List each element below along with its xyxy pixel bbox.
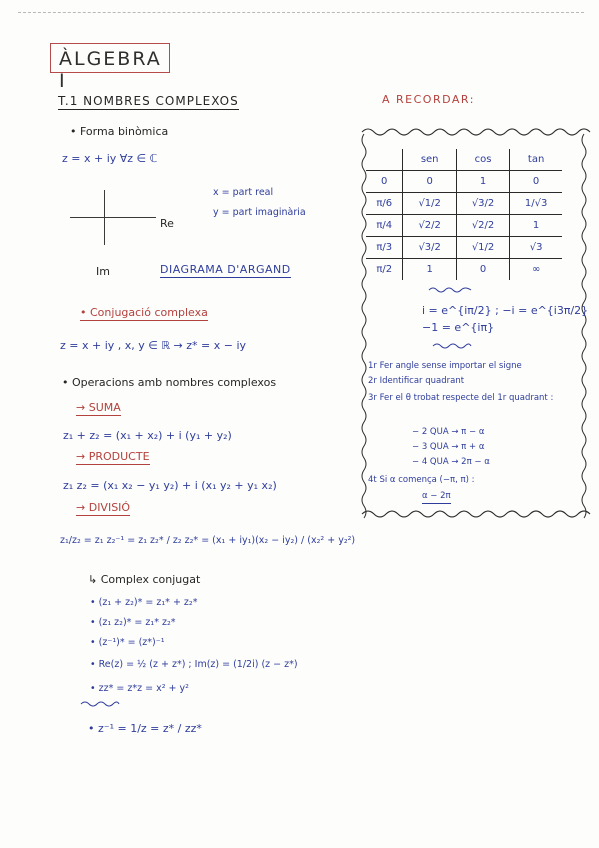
product-heading-text: PRODUCTE <box>88 450 150 463</box>
conj-property-1: • (z₁ + z₂)* = z₁* + z₂* <box>90 597 198 608</box>
complex-conjugate-text: Complex conjugat <box>100 573 201 586</box>
trig-cell: π/2 <box>366 259 403 281</box>
inverse-equation: • z⁻¹ = 1/z = z* / zz* <box>88 722 202 735</box>
argand-real-axis <box>70 217 156 218</box>
quadrant-rule-3: − 3 QUA → π + α <box>412 442 485 452</box>
conjugate-heading: • Conjugació complexa <box>80 306 208 319</box>
trig-cell: 0 <box>366 171 403 193</box>
trig-cell: √3/2 <box>456 193 509 215</box>
division-heading-text: DIVISIÓ <box>88 501 131 514</box>
argand-imag-axis <box>104 190 105 245</box>
inverse-equation-text: z⁻¹ = 1/z = z* / zz* <box>98 722 202 735</box>
conj-property-3: • (z⁻¹)* = (z*)⁻¹ <box>90 637 165 648</box>
trig-cell: √2/2 <box>403 215 456 237</box>
step-4-result: α − 2π <box>422 492 451 504</box>
trig-cell: π/3 <box>366 237 403 259</box>
y-definition: y = part imaginària <box>213 207 306 218</box>
trig-cell: 1 <box>456 171 509 193</box>
trig-table-row <box>366 215 562 237</box>
trig-table-row <box>366 237 562 259</box>
division-equation: z₁/z₂ = z₁ z₂⁻¹ = z₁ z₂* / z₂ z₂* = (x₁ + iy₁)(x₂ − iy₂) / (x₂² + y₂²) <box>60 535 356 546</box>
conj-property-5: • zz* = z*z = x² + y² <box>90 683 189 694</box>
squiggle-divider-right-2 <box>432 342 472 350</box>
trig-cell: √1/2 <box>403 193 456 215</box>
trig-cell: √1/2 <box>456 237 509 259</box>
conj-property-2-text: (z₁ z₂)* = z₁* z₂* <box>98 617 176 628</box>
sum-heading: → SUMA <box>76 401 121 414</box>
trig-cell: √3/2 <box>403 237 456 259</box>
euler-identity-1: i = e^{iπ/2} ; −i = e^{i3π/2} <box>422 304 589 317</box>
trig-cell: 0 <box>456 259 509 281</box>
trig-table-row <box>366 193 562 215</box>
squiggle-divider-left <box>80 700 120 708</box>
trig-cell: √2/2 <box>456 215 509 237</box>
trig-cell: 1 <box>403 259 456 281</box>
trig-cell: 0 <box>510 171 562 193</box>
euler-identity-2: −1 = e^{iπ} <box>422 321 495 334</box>
operations-heading: • Operacions amb nombres complexos <box>62 376 277 389</box>
conj-property-4-text: Re(z) = ½ (z + z*) ; Im(z) = (1/2i) (z − z*) <box>98 659 298 670</box>
binomial-form-text: Forma binòmica <box>80 125 169 138</box>
remember-heading: A RECORDAR: <box>382 93 475 106</box>
step-1: 1r Fer angle sense importar el signe <box>368 361 522 371</box>
trig-table-row <box>366 171 562 193</box>
page-top-border <box>18 12 584 13</box>
binomial-equation: z = x + iy ∀z ∈ ℂ <box>62 152 158 165</box>
axis-im-label: Im <box>96 265 110 278</box>
trig-cell: ∞ <box>510 259 562 281</box>
argand-diagram-label: DIAGRAMA D'ARGAND <box>160 263 291 276</box>
page-title: ÀLGEBRA I <box>50 43 170 73</box>
trig-header-cell <box>366 149 403 171</box>
trig-cell: √3 <box>510 237 562 259</box>
conj-property-3-text: (z⁻¹)* = (z*)⁻¹ <box>98 637 165 648</box>
complex-conjugate-heading: ↳ Complex conjugat <box>88 573 201 586</box>
trig-header-cell: sen <box>403 149 456 171</box>
product-equation: z₁ z₂ = (x₁ x₂ − y₁ y₂) + i (x₁ y₂ + y₁ x₂) <box>63 479 277 492</box>
x-definition: x = part real <box>213 187 274 198</box>
trig-table-header-row <box>366 149 562 171</box>
trig-cell: π/4 <box>366 215 403 237</box>
product-heading: → PRODUCTE <box>76 450 150 463</box>
conj-property-4: • Re(z) = ½ (z + z*) ; Im(z) = (1/2i) (z − z*) <box>90 659 298 670</box>
section-heading: T.1 NOMBRES COMPLEXOS <box>58 94 239 108</box>
trig-cell: 1 <box>510 215 562 237</box>
conjugate-equation: z = x + iy , x, y ∈ ℝ → z* = x − iy <box>60 339 247 352</box>
trig-cell: 1/√3 <box>510 193 562 215</box>
squiggle-divider-right-1 <box>428 286 472 294</box>
sum-heading-text: SUMA <box>88 401 121 414</box>
trig-cell: π/6 <box>366 193 403 215</box>
step-4: 4t Si α comença (−π, π) : <box>368 475 475 485</box>
trig-table <box>366 149 562 280</box>
conj-property-1-text: (z₁ + z₂)* = z₁* + z₂* <box>98 597 198 608</box>
operations-heading-text: Operacions amb nombres complexos <box>72 376 277 389</box>
step-2: 2r Identificar quadrant <box>368 376 465 386</box>
trig-table-row <box>366 259 562 281</box>
binomial-form-label: • Forma binòmica <box>70 125 169 138</box>
conj-property-2: • (z₁ z₂)* = z₁* z₂* <box>90 617 176 628</box>
sum-equation: z₁ + z₂ = (x₁ + x₂) + i (y₁ + y₂) <box>63 429 232 442</box>
trig-cell: 0 <box>403 171 456 193</box>
conj-property-5-text: zz* = z*z = x² + y² <box>98 683 189 694</box>
trig-header-cell: tan <box>510 149 562 171</box>
quadrant-rule-2: − 2 QUA → π − α <box>412 427 485 437</box>
axis-re-label: Re <box>160 217 174 230</box>
conjugate-heading-text: Conjugació complexa <box>90 306 208 319</box>
trig-table-container <box>366 149 562 278</box>
trig-header-cell: cos <box>456 149 509 171</box>
quadrant-rule-4: − 4 QUA → 2π − α <box>412 457 490 467</box>
step-3: 3r Fer el θ trobat respecte del 1r quadrant : <box>368 393 554 403</box>
division-heading: → DIVISIÓ <box>76 501 131 514</box>
